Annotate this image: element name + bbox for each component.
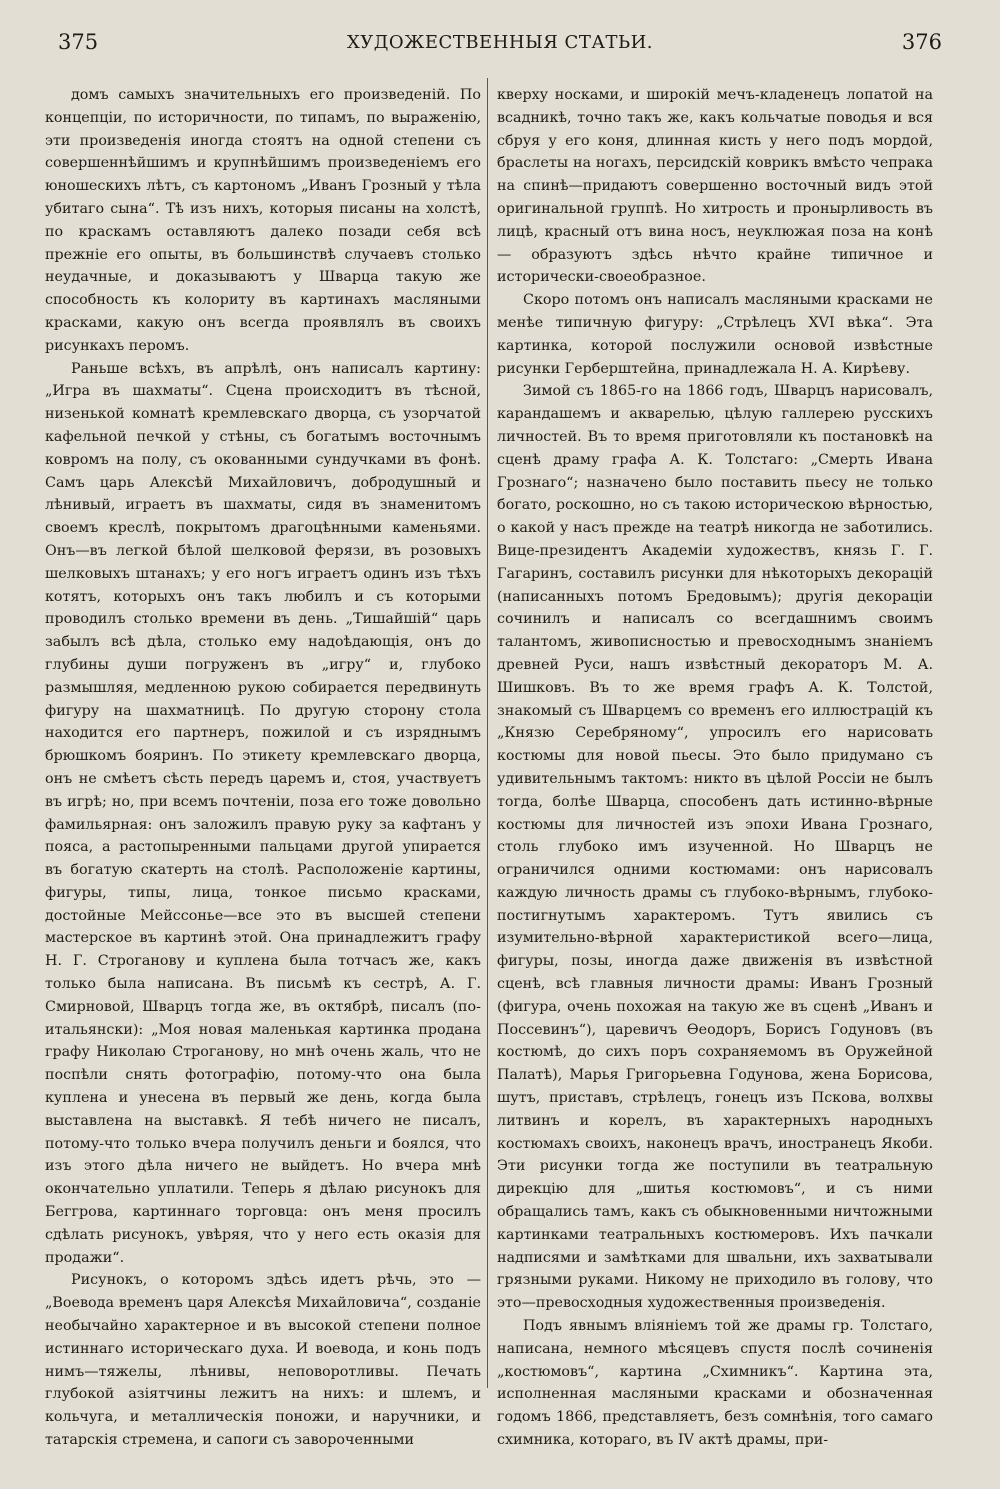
page-number-right: 376 — [901, 30, 942, 54]
paragraph: Подъ явнымъ вліяніемъ той же драмы гр. Толстаго, написана, немного мѣсяцевъ спустя послѣ сочиненія „костюмовъ“, картина „Схимникъ“. Картина эта, исполненная масляными красками и обозначенная годомъ 1866, представляетъ, безъ сомнѣнія, того самаго схимника, котораго, въ IV актѣ драмы, при- — [497, 1318, 933, 1449]
page-number-left: 375 — [58, 30, 99, 54]
paragraph: домъ самыхъ значительныхъ его произведеній. По концепціи, по историчности, по типамъ, по выраженію, эти произведенія иногда стоятъ на одной степени съ совершеннѣйшимъ и крупнѣйшимъ произведеніемъ его юношескихъ лѣтъ, съ картономъ „Иванъ Грозный у тѣла убитаго сына“. Тѣ изъ нихъ, которыя писаны на холстѣ, по краскамъ оставляютъ далеко позади себя всѣ прежніе его опыты, въ большинствѣ случаевъ столько неудачные, и доказываютъ у Шварца такую же способность къ колориту въ картинахъ масляными красками, какую онъ всегда проявлялъ въ своихъ рисункахъ перомъ. — [45, 87, 481, 354]
running-title: ХУДОЖЕСТВЕННЫЯ СТАТЬИ. — [346, 32, 654, 53]
paragraph: Скоро потомъ онъ написалъ масляными красками не менѣе типичную фигуру: „Стрѣлецъ XVI вѣка“. Эта картинка, которой послужили основой извѣстные рисунки Герберштейна, принадлежала Н. А. Кирѣеву. — [497, 292, 933, 377]
running-header — [58, 30, 942, 60]
paragraph: кверху носками, и широкій мечъ-кладенецъ лопатой на всадникѣ, точно такъ же, какъ кольчатые поводья и вся сбруя у его коня, длинная кисть у него подъ мордой, браслеты на ногахъ, персидскій коврикъ вмѣсто чепрака на спинѣ—придаютъ совершенно восточный видъ этой оригинальной группѣ. Но хитрость и пронырливость въ лицѣ, красный отъ вина носъ, неуклюжая поза на конѣ — образуютъ здѣсь нѣчто крайне типичное и исторически-своеобразное. — [497, 87, 933, 286]
column-right — [497, 84, 933, 1452]
column-left — [45, 84, 481, 1452]
column-divider — [487, 78, 488, 1388]
paragraph: Рисунокъ, о которомъ здѣсь идетъ рѣчь, это — „Воевода временъ царя Алексѣя Михайловича“, созданіе необычайно характерное и въ высокой степени полное истиннаго историческаго духа. И воевода, и конь подъ нимъ—тяжелы, лѣнивы, неповоротливы. Печать глубокой азіятчины лежитъ на нихъ: и шлемъ, и кольчуга, и металлическія поножи, и наручники, и татарскія стремена, и сапоги съ завороченными — [45, 1272, 481, 1449]
paragraph: Зимой съ 1865-го на 1866 годъ, Шварцъ нарисовалъ, карандашемъ и акварелью, цѣлую галлерею русскихъ личностей. Въ то время приготовляли къ постановкѣ на сценѣ драму графа А. К. Толстаго: „Смерть Ивана Грознаго“; назначено было поставить пьесу не только богато, роскошно, но съ такою историческою вѣрностью, о какой у насъ прежде на театрѣ никогда не заботились. Вице-президентъ Академіи художествъ, князь Г. Г. Гагаринъ, составилъ рисунки для нѣкоторыхъ декорацій (написанныхъ потомъ Бредовымъ); другія декораціи сочинилъ и написалъ со всегдашнимъ своимъ талантомъ, живописностью и превосходнымъ знаніемъ древней Руси, нашъ извѣстный декораторъ М. А. Шишковъ. Въ то же время графъ А. К. Толстой, знакомый съ Шварцемъ со временъ его иллюстрацій къ „Князю Серебряному“, упросилъ его нарисовать костюмы для новой пьесы. Это было придумано съ удивительнымъ тактомъ: никто въ цѣлой Россіи не былъ тогда, болѣе Шварца, способенъ дать истинно-вѣрные костюмы для личностей изъ эпохи Ивана Грознаго, столь глубоко имъ изученной. Но Шварцъ не ограничился одними костюмами: онъ нарисовалъ каждую личность драмы съ глубоко-вѣрнымъ, глубоко-постигнутымъ характеромъ. Тутъ явились съ изумительно-вѣрной характеристикой всего—лица, фигуры, позы, иногда даже движенія въ извѣстной сценѣ, всѣ главныя личности драмы: Иванъ Грозный (фигура, очень похожая на такую же въ сценѣ „Иванъ и Поссевинъ“), царевичъ Ѳеодоръ, Борисъ Годуновъ (въ костюмѣ, до сихъ поръ сохраняемомъ въ Оружейной Палатѣ), Марья Григорьевна Годунова, жена Борисова, шутъ, приставъ, стрѣлецъ, гонецъ изъ Пскова, волхвы литвинъ и корелъ, въ характерныхъ народныхъ костюмахъ своихъ, наконецъ врачъ, иностранецъ Якоби. Эти рисунки тогда же поступили въ театральную дирекцію для „шитья костюмовъ“, и съ ними обращались тамъ, какъ съ обыкновенными ничтожными картинками театральныхъ костюмеровъ. Ихъ пачкали надписями и замѣтками для швальни, ихъ захватывали грязными руками. Никому не приходило въ голову, что это—превосходныя художественныя произведенія. — [497, 383, 933, 1312]
paragraph: Раньше всѣхъ, въ апрѣлѣ, онъ написалъ картину: „Игра въ шахматы“. Сцена происходитъ въ тѣсной, низенькой комнатѣ кремлевскаго дворца, съ узорчатой кафельной печкой у стѣны, съ богатымъ восточнымъ ковромъ на полу, съ окованными сундучками въ фонѣ. Самъ царь Алексѣй Михайловичъ, добродушный и лѣнивый, играетъ въ шахматы, сидя въ знаменитомъ своемъ креслѣ, покрытомъ драгоцѣнными каменьями. Онъ—въ легкой бѣлой шелковой ферязи, въ розовыхъ шелковыхъ штанахъ; у его ногъ играетъ одинъ изъ тѣхъ котятъ, которыхъ онъ такъ любилъ и съ которыми проводилъ столько времени въ день. „Тишайшій“ царь забылъ всѣ дѣла, столько ему надоѣдающія, онъ до глубины души погруженъ въ „игру“ и, глубоко размышляя, медленною рукою собирается передвинуть фигуру на шахматницѣ. По другую сторону стола находится его партнеръ, пожилой и съ изряднымъ брюшкомъ бояринъ. По этикету кремлевскаго дворца, онъ не смѣетъ сѣсть передъ царемъ и, стоя, участвуетъ въ игрѣ; но, при всемъ почтеніи, поза его тоже довольно фамильярная: онъ заложилъ правую руку за кафтанъ у пояса, а растопыренными пальцами другой упирается въ богатую скатерть на столѣ. Расположеніе картины, фигуры, типы, лица, тонкое письмо красками, достойные Мейссонье—все это въ высшей степени мастерское въ картинѣ этой. Она принадлежитъ графу Н. Г. Строганову и куплена была тотчасъ же, какъ только была написана. Въ письмѣ къ сестрѣ, А. Г. Смирновой, Шварцъ тогда же, въ октябрѣ, писалъ (по-итальянски): „Моя новая маленькая картинка продана графу Николаю Строганову, но мнѣ очень жаль, что не поспѣли снять фотографію, потому-что она была куплена и унесена въ первый же день, когда была выставлена на выставкѣ. Я тебѣ ничего не писалъ, потому-что только вчера получилъ деньги и боялся, что изъ этого дѣла ничего не выйдетъ. Но вчера мнѣ окончательно уплатили. Теперь я дѣлаю рисунокъ для Беггрова, картиннаго торговца: онъ меня просилъ сдѣлать рисунокъ, увѣряя, что у него есть оказія для продажи“. — [45, 360, 481, 1266]
